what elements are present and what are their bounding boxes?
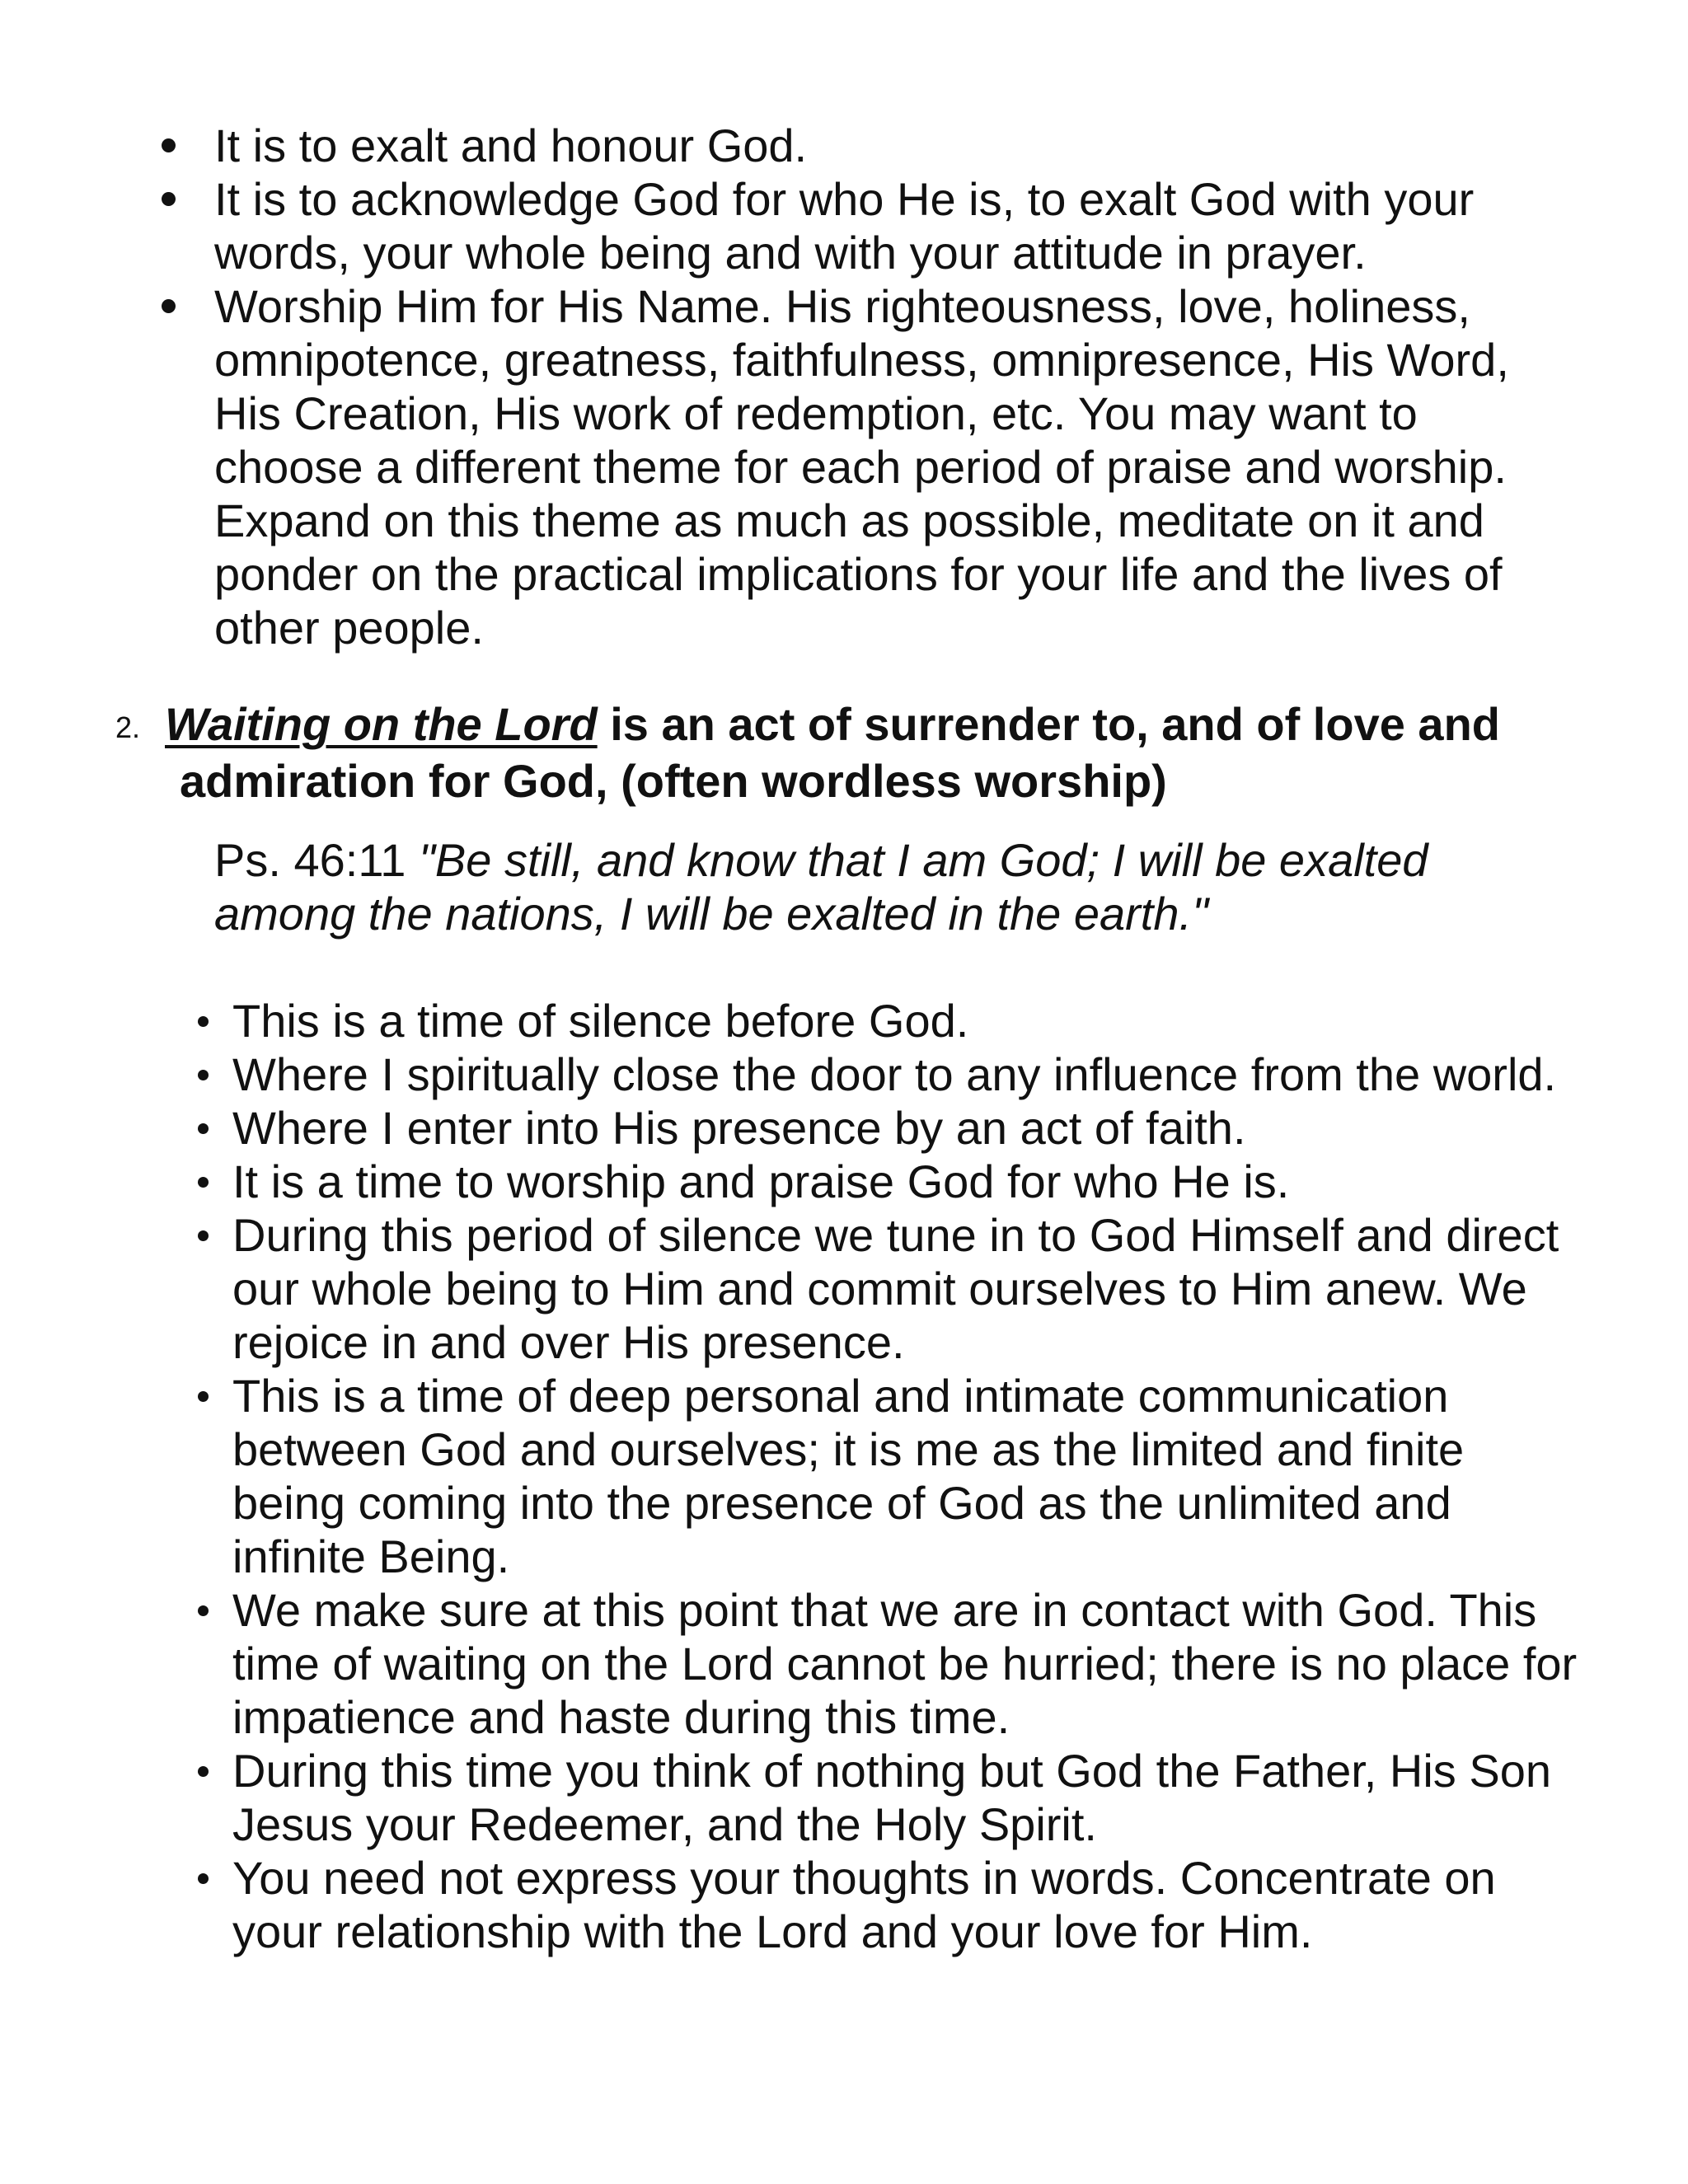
scripture-reference: Ps. 46:11 — [214, 834, 420, 886]
list-item-text: It is a time to worship and praise God for who He is. — [232, 1155, 1290, 1207]
heading-text-line1: is an act of surrender to, and of love and — [597, 698, 1500, 750]
list-item — [232, 1155, 1584, 1208]
list-item — [232, 1851, 1584, 1958]
bullet-icon — [162, 192, 176, 206]
list-item — [232, 1583, 1584, 1744]
bullet-icon — [198, 1605, 209, 1616]
list-item — [232, 1369, 1584, 1583]
list-item-text: You need not express your thoughts in words. Concentrate on your relationship with the Lord and your love for Him. — [232, 1852, 1496, 1957]
heading-text-line2: admiration for God, (often wordless worship) — [180, 755, 1167, 807]
section-heading — [115, 697, 1582, 808]
bullet-icon — [198, 1873, 209, 1884]
bullet-list-worship — [214, 119, 1550, 654]
section-number: 2. — [115, 710, 141, 744]
list-item — [232, 994, 1584, 1047]
list-item — [232, 1208, 1584, 1369]
list-item-text: It is to exalt and honour God. — [214, 120, 808, 171]
list-item-text: We make sure at this point that we are in contact with God. This time of waiting on the Lord cannot be hurried; there is no place for impatience and haste during this time. — [232, 1584, 1578, 1743]
bullet-icon — [198, 1016, 209, 1027]
list-item-text: Where I spiritually close the door to any influence from the world. — [232, 1048, 1557, 1100]
bullet-icon — [198, 1123, 209, 1134]
list-item-text: Where I enter into His presence by an act of faith. — [232, 1102, 1246, 1154]
list-item-text: It is to acknowledge God for who He is, to exalt God with your words, your whole being and with your attitude in prayer. — [214, 173, 1475, 279]
list-item — [232, 1047, 1584, 1101]
bullet-icon — [198, 1230, 209, 1241]
list-item — [214, 279, 1550, 654]
list-item-text: This is a time of silence before God. — [232, 995, 969, 1047]
bullet-icon — [198, 1177, 209, 1188]
list-item — [232, 1744, 1584, 1851]
bullet-icon — [162, 299, 176, 313]
list-item-text: During this time you think of nothing but God the Father, His Son Jesus your Redeemer, and the Holy Spirit. — [232, 1745, 1551, 1850]
scripture-quote: "Be still, and know that I am God; I will be exalted among the nations, I will be exalted in the earth." — [214, 834, 1428, 940]
bullet-list-waiting — [232, 994, 1584, 1958]
heading-key-phrase: Waiting on the Lord — [165, 698, 598, 750]
scripture-quote-block — [214, 833, 1550, 940]
bullet-icon — [198, 1070, 209, 1080]
list-item-text: This is a time of deep personal and intimate communication between God and ourselves; it is me as the limited and finite being coming into the presence of God as the unlimited and infinite Being. — [232, 1370, 1465, 1582]
bullet-icon — [198, 1766, 209, 1777]
list-item — [232, 1101, 1584, 1155]
bullet-icon — [162, 138, 176, 152]
list-item — [214, 119, 1550, 172]
list-item-text: During this period of silence we tune in to God Himself and direct our whole being to Him and commit ourselves to Him anew. We rejoice in and over His presence. — [232, 1209, 1559, 1368]
list-item-text: Worship Him for His Name. His righteousness, love, holiness, omnipotence, greatness, faithfulness, omnipresence, His Word, His Creation, His work of redemption, etc. You may want to choose a different theme for each period of praise and worship. Expand on this theme as much as possible, meditate on it and ponder on the practical implications for your life and the lives of other people. — [214, 280, 1509, 654]
bullet-icon — [198, 1391, 209, 1402]
list-item — [214, 172, 1550, 279]
